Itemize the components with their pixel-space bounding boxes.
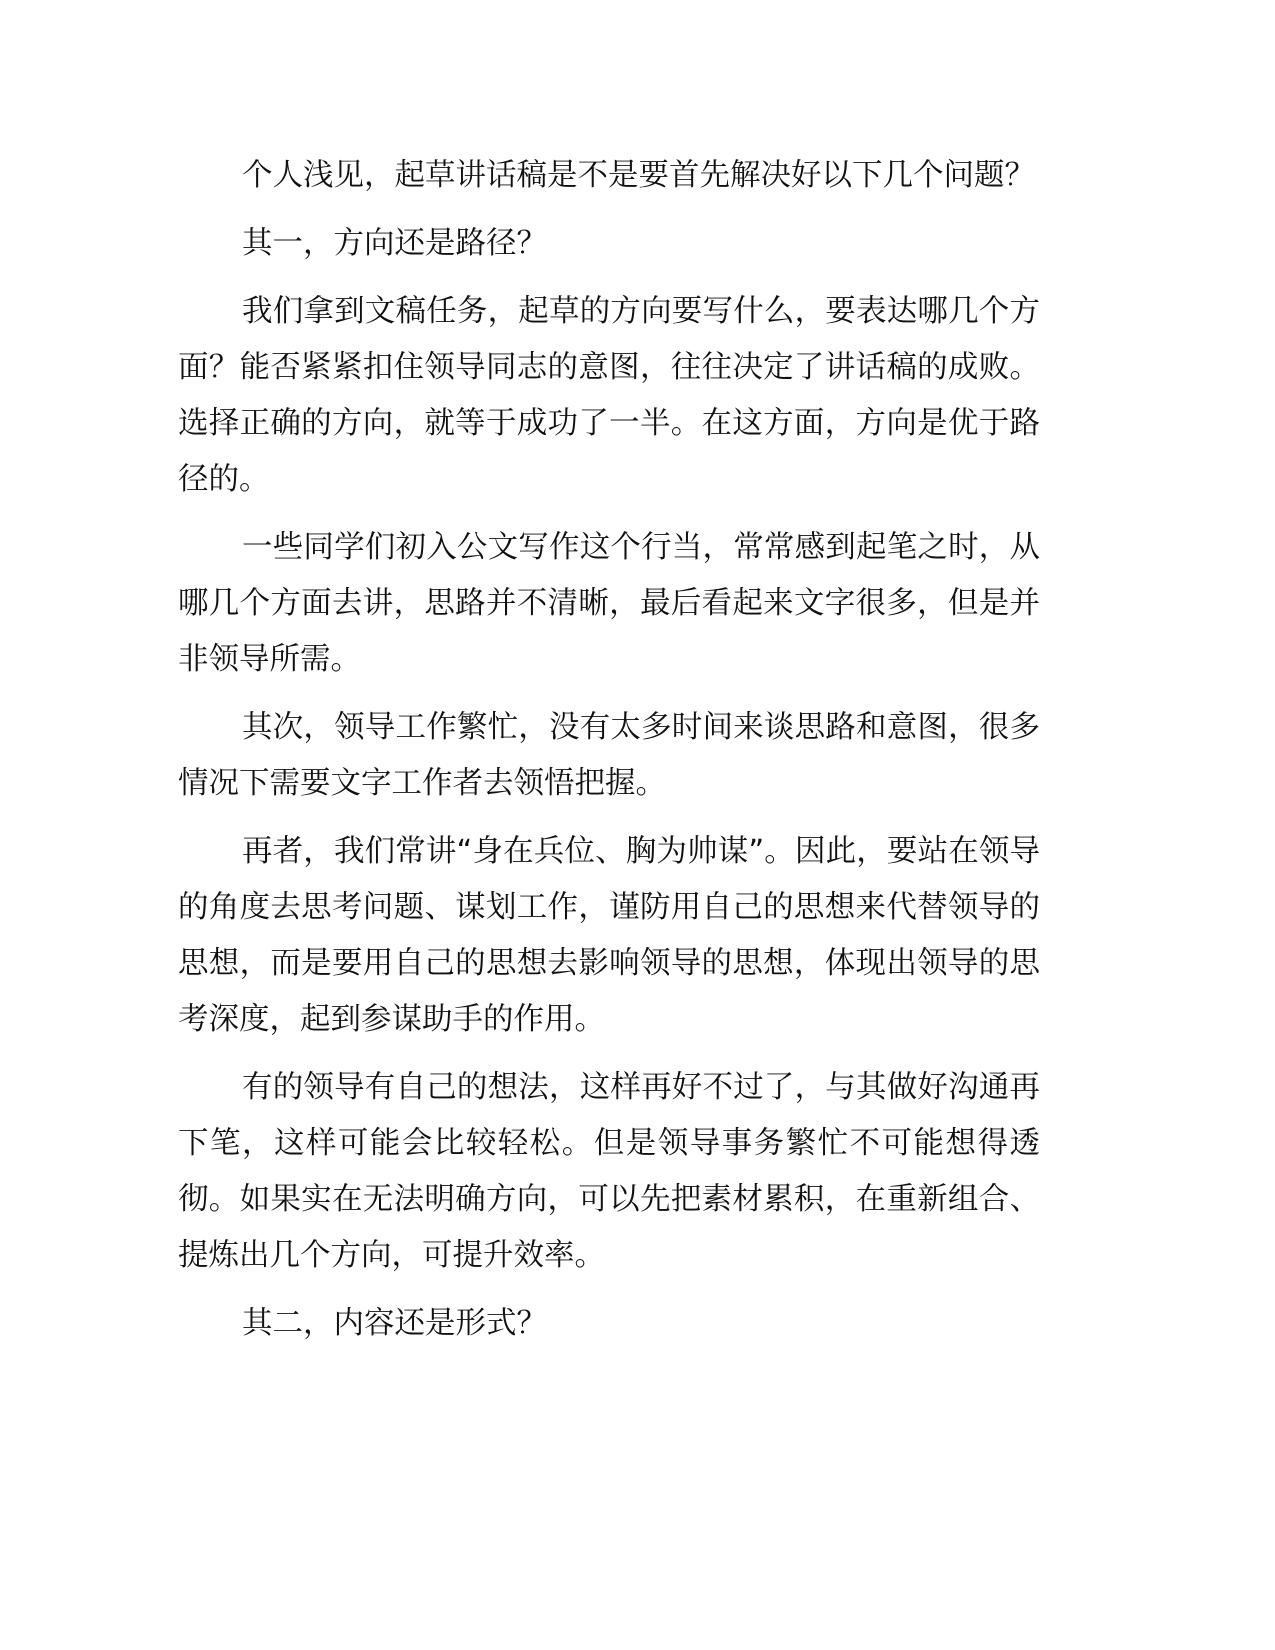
heading-point-two: 其二，内容还是形式？ — [242, 1306, 547, 1341]
document-body — [178, 148, 1040, 1364]
paragraph-direction: 我们拿到文稿任务，起草的方向要写什么，要表达哪几个方面？能否紧紧扣住领导同志的意图，往往决定了讲话稿的成败。选择正确的方向，就等于成功了一半。在这方面，方向是优于路径的。 — [178, 294, 1040, 497]
paragraph-communication: 有的领导有自己的想法，这样再好不过了，与其做好沟通再下笔，这样可能会比较轻松。但是领导事务繁忙不可能想得透彻。如果实在无法明确方向，可以先把素材累积，在重新组合、提炼出几个方向，可提升效率。 — [178, 1070, 1040, 1273]
paragraph-busy-leaders: 其次，领导工作繁忙，没有太多时间来谈思路和意图，很多情况下需要文字工作者去领悟把握。 — [178, 710, 1040, 801]
paragraph-perspective: 再者，我们常讲“身在兵位、胸为帅谋”。因此，要站在领导的角度去思考问题、谋划工作，谨防用自己的思想来代替领导的思想，而是要用自己的思想去影响领导的思想，体现出领导的思考深度，起到参谋助手的作用。 — [178, 834, 1040, 1037]
paragraph-beginners: 一些同学们初入公文写作这个行当，常常感到起笔之时，从哪几个方面去讲，思路并不清晰，最后看起来文字很多，但是并非领导所需。 — [178, 530, 1040, 677]
paragraph-intro: 个人浅见，起草讲话稿是不是要首先解决好以下几个问题？ — [242, 158, 1035, 193]
heading-point-one: 其一，方向还是路径？ — [242, 226, 547, 261]
